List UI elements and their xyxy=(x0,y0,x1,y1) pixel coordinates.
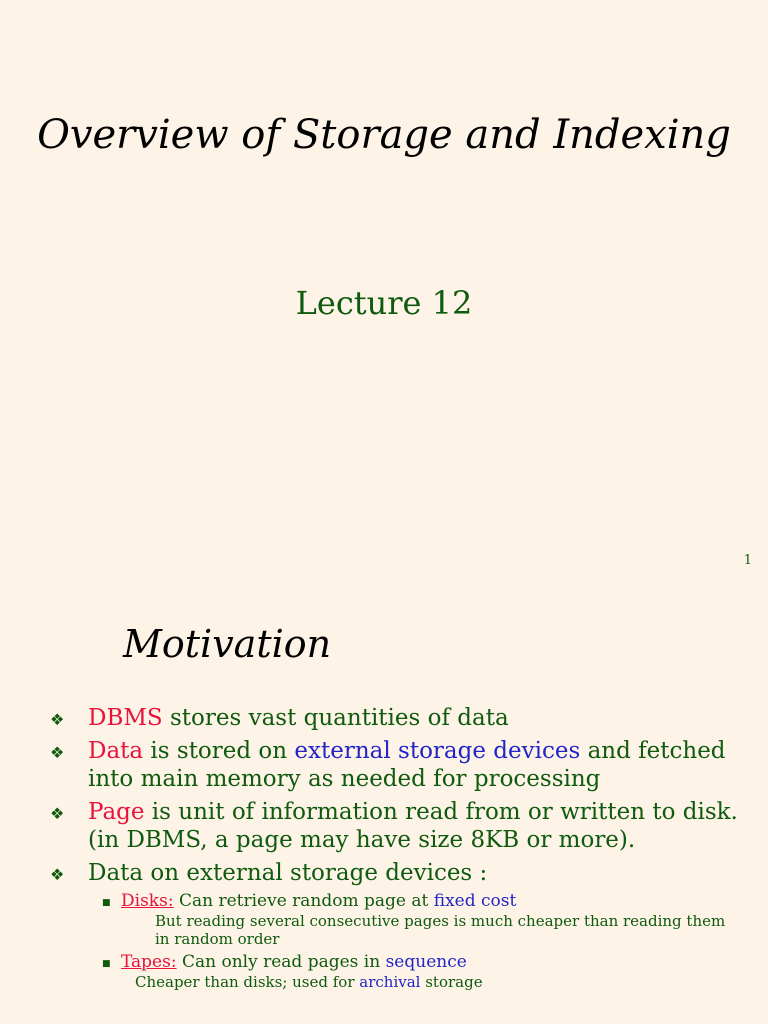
highlight-term: Data xyxy=(88,738,144,764)
note-text-part: Cheaper than disks; used for xyxy=(135,973,360,991)
bullet-text: is unit of information read from or written to disk. (in DBMS, a page may have size 8KB or more). xyxy=(88,799,738,853)
diamond-bullet-icon: ❖ xyxy=(50,743,65,762)
blue-term: sequence xyxy=(385,952,467,972)
note-text xyxy=(135,973,740,991)
bullet-text: Data on external storage devices : xyxy=(88,860,488,886)
bullet-text: stores vast quantities of data xyxy=(162,705,509,731)
highlight-term: DBMS xyxy=(88,705,163,731)
page-number: 1 xyxy=(743,553,752,568)
highlight-term: Tapes: xyxy=(121,952,177,972)
highlight-term: Disks: xyxy=(121,891,174,911)
slide-title: Overview of Storage and Indexing xyxy=(37,112,731,158)
sub-list-item xyxy=(88,952,740,991)
sub-bullet-list xyxy=(88,891,740,991)
list-item xyxy=(50,859,740,991)
bullet-text: Can retrieve random page at xyxy=(173,891,434,911)
note-text-part: storage xyxy=(420,973,483,991)
bullet-list xyxy=(50,704,740,996)
bullet-text: is stored on xyxy=(143,738,295,764)
list-item xyxy=(50,798,740,854)
diamond-bullet-icon: ❖ xyxy=(50,804,65,823)
list-item xyxy=(50,704,740,732)
note-text: But reading several consecutive pages is much cheaper than reading them in random order xyxy=(155,912,726,948)
highlight-term: Page xyxy=(88,799,145,825)
bullet-text: and fetched into main memory as needed for processing xyxy=(88,738,726,792)
sub-list-item xyxy=(88,891,740,948)
diamond-bullet-icon: ❖ xyxy=(50,710,65,729)
diamond-bullet-icon: ❖ xyxy=(50,865,65,884)
square-bullet-icon: ■ xyxy=(102,898,111,908)
blue-term: external storage devices xyxy=(294,738,581,764)
slide-title: Motivation xyxy=(123,622,332,666)
blue-term: archival xyxy=(359,973,421,991)
slide-2 xyxy=(0,553,768,1024)
list-item xyxy=(50,737,740,793)
lecture-subtitle: Lecture 12 xyxy=(295,284,473,322)
bullet-text: Can only read pages in xyxy=(176,952,386,972)
blue-term: fixed cost xyxy=(433,891,517,911)
square-bullet-icon: ■ xyxy=(102,959,111,969)
